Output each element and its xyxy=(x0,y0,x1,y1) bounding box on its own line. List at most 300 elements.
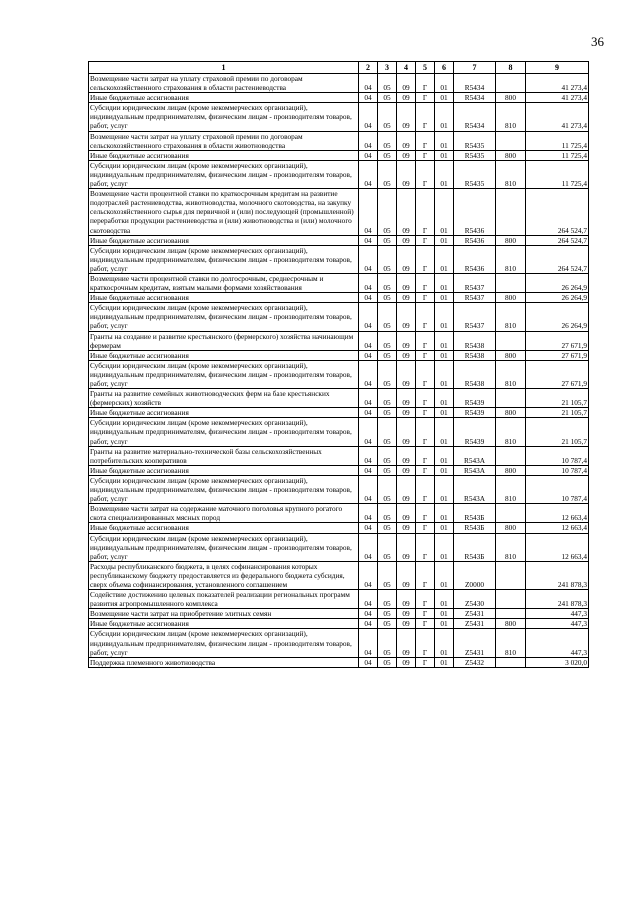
code-section: 05 xyxy=(378,590,397,609)
row-name: Возмещение части процентной ставки по долгосрочным, среднесрочным и краткосрочным кредитам, взятым малыми формами хозяйствования xyxy=(89,273,359,292)
code-subsection: 09 xyxy=(397,245,416,273)
code-expense-type: 810 xyxy=(496,533,526,561)
code-subsection: 09 xyxy=(397,235,416,245)
amount: 27 671,9 xyxy=(526,360,589,388)
code-target: R5434 xyxy=(454,74,496,93)
code-expense-type: 800 xyxy=(496,150,526,160)
code-ministry: 04 xyxy=(359,74,378,93)
code-ministry: 04 xyxy=(359,331,378,350)
code-subprogram: 01 xyxy=(435,245,454,273)
code-subsection: 09 xyxy=(397,590,416,609)
code-subprogram: 01 xyxy=(435,74,454,93)
row-name: Иные бюджетные ассигнования xyxy=(89,235,359,245)
table-row xyxy=(89,303,589,331)
table-row xyxy=(89,245,589,273)
code-expense-type: 810 xyxy=(496,160,526,188)
code-ministry: 04 xyxy=(359,465,378,475)
code-subsection: 09 xyxy=(397,619,416,629)
row-name: Возмещение части процентной ставки по краткосрочным кредитам на развитие подотраслей растениеводства, животноводства, молочного скотоводства, на закупку сельскохозяйственного сырья для первичной и (или) последующей (промышленной) переработки продукции растениеводства и (или) животноводства и (или) молочного скотоводства xyxy=(89,189,359,235)
row-name: Поддержка племенного животноводства xyxy=(89,657,359,667)
code-expense-type xyxy=(496,189,526,235)
code-target: R5438 xyxy=(454,360,496,388)
table-row xyxy=(89,619,589,629)
code-subprogram: 01 xyxy=(435,160,454,188)
code-target: R543Б xyxy=(454,523,496,533)
row-name: Иные бюджетные ассигнования xyxy=(89,293,359,303)
code-section: 05 xyxy=(378,331,397,350)
code-subprogram: 01 xyxy=(435,657,454,667)
budget-table xyxy=(88,61,589,668)
code-section: 05 xyxy=(378,408,397,418)
row-name: Субсидии юридическим лицам (кроме некоммерческих организаций), индивидуальным предпринимателям, физическим лицам - производителям товаров, работ, услуг xyxy=(89,303,359,331)
code-section: 05 xyxy=(378,418,397,446)
table-row xyxy=(89,350,589,360)
code-expense-type xyxy=(496,131,526,150)
code-target: R543А xyxy=(454,475,496,503)
code-target: R5434 xyxy=(454,103,496,131)
code-program: Г xyxy=(416,160,435,188)
table-row xyxy=(89,331,589,350)
code-ministry: 04 xyxy=(359,619,378,629)
table-row xyxy=(89,590,589,609)
code-program: Г xyxy=(416,103,435,131)
code-ministry: 04 xyxy=(359,609,378,619)
code-subsection: 09 xyxy=(397,360,416,388)
table-row xyxy=(89,160,589,188)
code-subsection: 09 xyxy=(397,303,416,331)
table-row xyxy=(89,389,589,408)
code-subprogram: 01 xyxy=(435,103,454,131)
code-subprogram: 01 xyxy=(435,150,454,160)
code-target: R5439 xyxy=(454,408,496,418)
table-row xyxy=(89,504,589,523)
code-expense-type: 800 xyxy=(496,93,526,103)
table-row xyxy=(89,418,589,446)
table-row xyxy=(89,293,589,303)
code-target: R5436 xyxy=(454,245,496,273)
code-ministry: 04 xyxy=(359,418,378,446)
row-name: Иные бюджетные ассигнования xyxy=(89,523,359,533)
code-subsection: 09 xyxy=(397,350,416,360)
code-section: 05 xyxy=(378,350,397,360)
amount: 11 725,4 xyxy=(526,150,589,160)
code-program: Г xyxy=(416,150,435,160)
code-subprogram: 01 xyxy=(435,446,454,465)
code-section: 05 xyxy=(378,160,397,188)
code-target: R5439 xyxy=(454,389,496,408)
code-target: Z5431 xyxy=(454,619,496,629)
code-section: 05 xyxy=(378,657,397,667)
table-row xyxy=(89,523,589,533)
code-ministry: 04 xyxy=(359,189,378,235)
code-subprogram: 01 xyxy=(435,293,454,303)
code-ministry: 04 xyxy=(359,657,378,667)
code-subsection: 09 xyxy=(397,93,416,103)
table-row xyxy=(89,235,589,245)
code-subprogram: 01 xyxy=(435,533,454,561)
code-section: 05 xyxy=(378,389,397,408)
table-row xyxy=(89,189,589,235)
code-ministry: 04 xyxy=(359,350,378,360)
code-program: Г xyxy=(416,629,435,657)
code-target: Z5431 xyxy=(454,609,496,619)
code-ministry: 04 xyxy=(359,293,378,303)
code-expense-type: 810 xyxy=(496,103,526,131)
code-target: Z5430 xyxy=(454,590,496,609)
code-subprogram: 01 xyxy=(435,273,454,292)
code-section: 05 xyxy=(378,629,397,657)
amount: 264 524,7 xyxy=(526,245,589,273)
code-expense-type xyxy=(496,561,526,589)
code-section: 05 xyxy=(378,303,397,331)
row-name: Иные бюджетные ассигнования xyxy=(89,93,359,103)
row-name: Субсидии юридическим лицам (кроме некоммерческих организаций), индивидуальным предпринимателям, физическим лицам - производителям товаров, работ, услуг xyxy=(89,475,359,503)
code-subsection: 09 xyxy=(397,293,416,303)
code-subsection: 09 xyxy=(397,657,416,667)
code-ministry: 04 xyxy=(359,389,378,408)
table-row xyxy=(89,408,589,418)
column-header: 6 xyxy=(435,62,454,74)
table-row xyxy=(89,475,589,503)
code-section: 05 xyxy=(378,74,397,93)
amount: 21 105,7 xyxy=(526,408,589,418)
code-ministry: 04 xyxy=(359,150,378,160)
code-target: R543Б xyxy=(454,533,496,561)
code-section: 05 xyxy=(378,523,397,533)
code-ministry: 04 xyxy=(359,103,378,131)
table-row xyxy=(89,629,589,657)
code-target: R5436 xyxy=(454,189,496,235)
code-subprogram: 01 xyxy=(435,189,454,235)
amount: 21 105,7 xyxy=(526,418,589,446)
row-name: Иные бюджетные ассигнования xyxy=(89,150,359,160)
amount: 11 725,4 xyxy=(526,160,589,188)
code-program: Г xyxy=(416,74,435,93)
code-section: 05 xyxy=(378,561,397,589)
code-ministry: 04 xyxy=(359,446,378,465)
code-program: Г xyxy=(416,303,435,331)
code-subprogram: 01 xyxy=(435,523,454,533)
code-expense-type xyxy=(496,331,526,350)
row-name: Субсидии юридическим лицам (кроме некоммерческих организаций), индивидуальным предпринимателям, физическим лицам - производителям товаров, работ, услуг xyxy=(89,245,359,273)
code-subsection: 09 xyxy=(397,389,416,408)
code-program: Г xyxy=(416,331,435,350)
row-name: Возмещение части затрат на уплату страховой премии по договорам сельскохозяйственного страхования в области животноводства xyxy=(89,131,359,150)
table-body xyxy=(89,74,589,668)
row-name: Субсидии юридическим лицам (кроме некоммерческих организаций), индивидуальным предпринимателям, физическим лицам - производителям товаров, работ, услуг xyxy=(89,418,359,446)
code-expense-type: 800 xyxy=(496,293,526,303)
code-subprogram: 01 xyxy=(435,331,454,350)
row-name: Возмещение части затрат на уплату страховой премии по договорам сельскохозяйственного страхования в области растениеводства xyxy=(89,74,359,93)
code-subsection: 09 xyxy=(397,150,416,160)
code-program: Г xyxy=(416,533,435,561)
code-expense-type xyxy=(496,657,526,667)
code-section: 05 xyxy=(378,103,397,131)
code-expense-type: 810 xyxy=(496,629,526,657)
code-program: Г xyxy=(416,446,435,465)
code-subprogram: 01 xyxy=(435,629,454,657)
column-header: 7 xyxy=(454,62,496,74)
code-target: Z5432 xyxy=(454,657,496,667)
code-section: 05 xyxy=(378,619,397,629)
code-ministry: 04 xyxy=(359,561,378,589)
code-subprogram: 01 xyxy=(435,303,454,331)
table-row xyxy=(89,446,589,465)
code-subprogram: 01 xyxy=(435,418,454,446)
code-section: 05 xyxy=(378,475,397,503)
code-section: 05 xyxy=(378,273,397,292)
code-program: Г xyxy=(416,235,435,245)
code-section: 05 xyxy=(378,360,397,388)
amount: 26 264,9 xyxy=(526,293,589,303)
row-name: Иные бюджетные ассигнования xyxy=(89,408,359,418)
code-program: Г xyxy=(416,504,435,523)
row-name: Субсидии юридическим лицам (кроме некоммерческих организаций), индивидуальным предпринимателям, физическим лицам - производителям товаров, работ, услуг xyxy=(89,160,359,188)
code-ministry: 04 xyxy=(359,408,378,418)
amount: 241 878,3 xyxy=(526,590,589,609)
code-program: Г xyxy=(416,523,435,533)
code-section: 05 xyxy=(378,293,397,303)
code-section: 05 xyxy=(378,235,397,245)
code-ministry: 04 xyxy=(359,523,378,533)
code-subprogram: 01 xyxy=(435,360,454,388)
amount: 27 671,9 xyxy=(526,331,589,350)
amount: 447,3 xyxy=(526,619,589,629)
amount: 26 264,9 xyxy=(526,273,589,292)
row-name: Гранты на создание и развитие крестьянского (фермерского) хозяйства начинающим фермерам xyxy=(89,331,359,350)
amount: 10 787,4 xyxy=(526,465,589,475)
code-ministry: 04 xyxy=(359,235,378,245)
code-section: 05 xyxy=(378,609,397,619)
code-program: Г xyxy=(416,131,435,150)
code-subsection: 09 xyxy=(397,418,416,446)
table-row xyxy=(89,609,589,619)
amount: 41 273,4 xyxy=(526,93,589,103)
code-ministry: 04 xyxy=(359,93,378,103)
table-row xyxy=(89,360,589,388)
row-name: Субсидии юридическим лицам (кроме некоммерческих организаций), индивидуальным предпринимателям, физическим лицам - производителям товаров, работ, услуг xyxy=(89,533,359,561)
row-name: Содействие достижению целевых показателей реализации региональных программ развития агропромышленного комплекса xyxy=(89,590,359,609)
row-name: Субсидии юридическим лицам (кроме некоммерческих организаций), индивидуальным предпринимателям, физическим лицам - производителям товаров, работ, услуг xyxy=(89,360,359,388)
amount: 12 663,4 xyxy=(526,523,589,533)
code-expense-type: 800 xyxy=(496,408,526,418)
row-name: Гранты на развитие материально-технической базы сельскохозяйственных потребительских кооперативов xyxy=(89,446,359,465)
code-subprogram: 01 xyxy=(435,131,454,150)
code-subsection: 09 xyxy=(397,131,416,150)
amount: 3 020,0 xyxy=(526,657,589,667)
code-ministry: 04 xyxy=(359,629,378,657)
code-subsection: 09 xyxy=(397,629,416,657)
code-target: R5438 xyxy=(454,331,496,350)
code-ministry: 04 xyxy=(359,160,378,188)
amount: 241 878,3 xyxy=(526,561,589,589)
code-subsection: 09 xyxy=(397,74,416,93)
table-row xyxy=(89,131,589,150)
table-row xyxy=(89,561,589,589)
code-subsection: 09 xyxy=(397,561,416,589)
row-name: Иные бюджетные ассигнования xyxy=(89,465,359,475)
code-target: R5435 xyxy=(454,150,496,160)
amount: 12 663,4 xyxy=(526,533,589,561)
code-expense-type: 800 xyxy=(496,235,526,245)
code-subsection: 09 xyxy=(397,408,416,418)
column-header: 5 xyxy=(416,62,435,74)
code-ministry: 04 xyxy=(359,533,378,561)
code-subprogram: 01 xyxy=(435,609,454,619)
code-subsection: 09 xyxy=(397,160,416,188)
code-program: Г xyxy=(416,350,435,360)
code-target: Z5431 xyxy=(454,629,496,657)
table-row xyxy=(89,465,589,475)
code-section: 05 xyxy=(378,131,397,150)
code-program: Г xyxy=(416,293,435,303)
row-name: Субсидии юридическим лицам (кроме некоммерческих организаций), индивидуальным предпринимателям, физическим лицам - производителям товаров, работ, услуг xyxy=(89,103,359,131)
page-number: 36 xyxy=(591,34,604,49)
code-section: 05 xyxy=(378,446,397,465)
table-row xyxy=(89,74,589,93)
code-expense-type: 810 xyxy=(496,475,526,503)
row-name: Иные бюджетные ассигнования xyxy=(89,619,359,629)
code-ministry: 04 xyxy=(359,245,378,273)
code-target: Z0000 xyxy=(454,561,496,589)
code-expense-type xyxy=(496,590,526,609)
code-expense-type xyxy=(496,609,526,619)
code-expense-type: 810 xyxy=(496,245,526,273)
code-subprogram: 01 xyxy=(435,408,454,418)
code-ministry: 04 xyxy=(359,131,378,150)
code-subsection: 09 xyxy=(397,446,416,465)
code-target: R5437 xyxy=(454,273,496,292)
code-subsection: 09 xyxy=(397,609,416,619)
code-section: 05 xyxy=(378,189,397,235)
code-subprogram: 01 xyxy=(435,465,454,475)
code-subsection: 09 xyxy=(397,504,416,523)
code-program: Г xyxy=(416,418,435,446)
code-program: Г xyxy=(416,609,435,619)
code-ministry: 04 xyxy=(359,590,378,609)
row-name: Возмещение части затрат на приобретение элитных семян xyxy=(89,609,359,619)
code-section: 05 xyxy=(378,245,397,273)
code-subprogram: 01 xyxy=(435,235,454,245)
code-expense-type: 800 xyxy=(496,350,526,360)
code-subprogram: 01 xyxy=(435,504,454,523)
code-subprogram: 01 xyxy=(435,475,454,503)
code-expense-type: 800 xyxy=(496,465,526,475)
code-target: R5434 xyxy=(454,93,496,103)
code-expense-type xyxy=(496,389,526,408)
code-expense-type: 810 xyxy=(496,360,526,388)
code-expense-type xyxy=(496,273,526,292)
code-ministry: 04 xyxy=(359,504,378,523)
code-section: 05 xyxy=(378,93,397,103)
code-expense-type xyxy=(496,504,526,523)
code-subsection: 09 xyxy=(397,523,416,533)
code-expense-type: 810 xyxy=(496,303,526,331)
table-row xyxy=(89,103,589,131)
code-target: R543А xyxy=(454,465,496,475)
code-program: Г xyxy=(416,475,435,503)
code-subsection: 09 xyxy=(397,103,416,131)
amount: 27 671,9 xyxy=(526,350,589,360)
code-ministry: 04 xyxy=(359,303,378,331)
code-subsection: 09 xyxy=(397,533,416,561)
code-expense-type xyxy=(496,446,526,465)
row-name: Возмещение части затрат на содержание маточного поголовья крупного рогатого скота специализированных мясных пород xyxy=(89,504,359,523)
column-header: 2 xyxy=(359,62,378,74)
column-header: 3 xyxy=(378,62,397,74)
code-section: 05 xyxy=(378,533,397,561)
table-row xyxy=(89,150,589,160)
code-ministry: 04 xyxy=(359,273,378,292)
row-name: Субсидии юридическим лицам (кроме некоммерческих организаций), индивидуальным предпринимателям, физическим лицам - производителям товаров, работ, услуг xyxy=(89,629,359,657)
table-row xyxy=(89,657,589,667)
code-section: 05 xyxy=(378,504,397,523)
code-program: Г xyxy=(416,189,435,235)
amount: 41 273,4 xyxy=(526,103,589,131)
code-subsection: 09 xyxy=(397,465,416,475)
code-target: R5438 xyxy=(454,350,496,360)
code-program: Г xyxy=(416,657,435,667)
table-header-row xyxy=(89,62,589,74)
code-target: R5435 xyxy=(454,160,496,188)
code-program: Г xyxy=(416,465,435,475)
column-header: 9 xyxy=(526,62,589,74)
code-subsection: 09 xyxy=(397,475,416,503)
code-target: R543Б xyxy=(454,504,496,523)
code-program: Г xyxy=(416,273,435,292)
amount: 447,3 xyxy=(526,609,589,619)
code-section: 05 xyxy=(378,150,397,160)
code-target: R5437 xyxy=(454,293,496,303)
amount: 11 725,4 xyxy=(526,131,589,150)
code-target: R5437 xyxy=(454,303,496,331)
amount: 26 264,9 xyxy=(526,303,589,331)
code-target: R5439 xyxy=(454,418,496,446)
code-program: Г xyxy=(416,360,435,388)
code-subsection: 09 xyxy=(397,331,416,350)
code-target: R5436 xyxy=(454,235,496,245)
code-subsection: 09 xyxy=(397,189,416,235)
amount: 41 273,4 xyxy=(526,74,589,93)
row-name: Расходы республиканского бюджета, в целях софинансирования которых республиканскому бюджету предоставляется из федерального бюджета субсидия, сверх объема софинансирования, установленного соглашением xyxy=(89,561,359,589)
table-row xyxy=(89,93,589,103)
code-program: Г xyxy=(416,590,435,609)
code-subprogram: 01 xyxy=(435,93,454,103)
code-program: Г xyxy=(416,93,435,103)
code-program: Г xyxy=(416,619,435,629)
code-subprogram: 01 xyxy=(435,350,454,360)
code-target: R5435 xyxy=(454,131,496,150)
row-name: Иные бюджетные ассигнования xyxy=(89,350,359,360)
code-section: 05 xyxy=(378,465,397,475)
code-subprogram: 01 xyxy=(435,389,454,408)
amount: 447,3 xyxy=(526,629,589,657)
code-expense-type: 810 xyxy=(496,418,526,446)
amount: 264 524,7 xyxy=(526,189,589,235)
column-header: 4 xyxy=(397,62,416,74)
code-subprogram: 01 xyxy=(435,619,454,629)
code-program: Г xyxy=(416,408,435,418)
code-target: R543А xyxy=(454,446,496,465)
column-header: 1 xyxy=(89,62,359,74)
code-subprogram: 01 xyxy=(435,561,454,589)
table-row xyxy=(89,273,589,292)
row-name: Гранты на развитие семейных животноводческих ферм на базе крестьянских (фермерских) хозяйств xyxy=(89,389,359,408)
amount: 12 663,4 xyxy=(526,504,589,523)
code-subsection: 09 xyxy=(397,273,416,292)
amount: 21 105,7 xyxy=(526,389,589,408)
code-program: Г xyxy=(416,245,435,273)
